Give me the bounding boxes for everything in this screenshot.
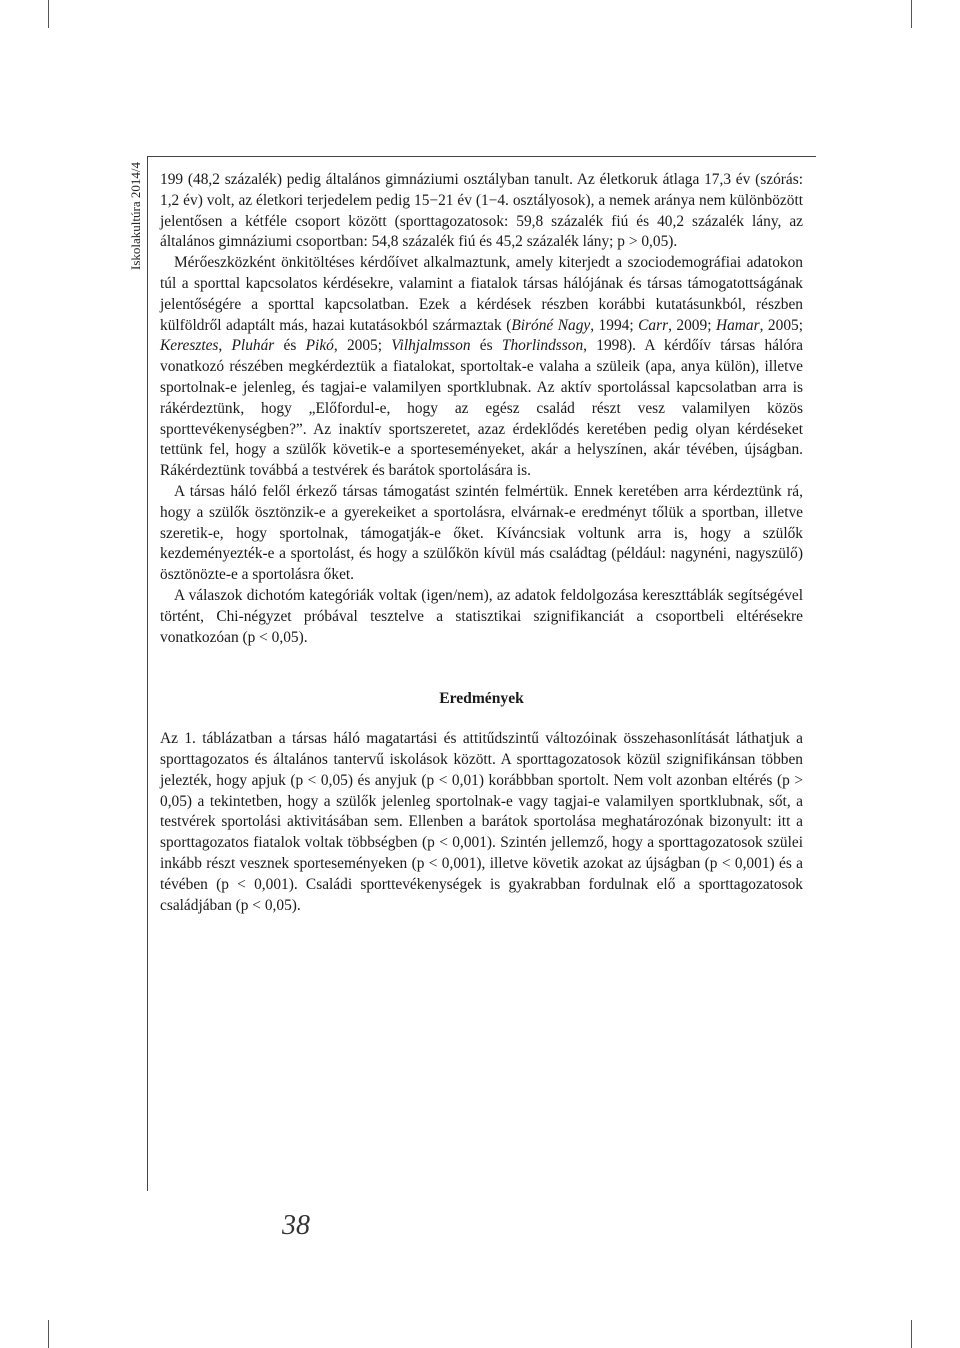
paragraph: A válaszok dichotóm kategóriák voltak (igen/nem), az adatok feldolgozása kereszttáblák segítségével történt, Chi-négyzet próbával tesztelve a statisztikai szignifikanciát a csoportbeli eltérésekre vonatkozóan (p < 0,05). (160, 586, 803, 646)
journal-running-head (126, 156, 146, 276)
crop-mark (48, 1320, 49, 1348)
crop-mark (911, 1320, 912, 1348)
paragraph: A társas háló felől érkező társas támogatást szintén felmértük. Ennek keretében arra kérdeztünk rá, hogy a szülők ösztönzik-e a gyerekeiket a sportolásra, elvárnak-e eredményt tőlük a sportban, illetve szeretik-e, hogy sportolnak, támogatják-e őket. Kíváncsiak voltunk arra is, hogy a szülők kezdeményezték-e a sportolást, és hogy a szülőkön kívül más családtag (például: nagynéni, nagyszülő) ösztönözte-e a sportolásra őket. (160, 482, 803, 584)
paragraph: 199 (48,2 százalék) pedig általános gimnáziumi osztályban tanult. Az életkoruk átlaga 17,3 év (szórás: 1,2 év) volt, az életkori terjedelem pedig 15−21 év (1−4. osztályosok), a nemek aránya nem különbözött jelentősen a kétféle csoport között (sporttagozatosok: 59,8 százalék fiú és 40,2 százalék lány, az általános gimnáziumi csoportban: 54,8 százalék fiú és 45,2 százalék lány; p > 0,05). (160, 171, 803, 251)
paragraph-results: Az 1. táblázatban a társas háló magatartási és attitűdszintű változóinak összehasonlítását láthatjuk a sporttagozatos és általános tantervű iskolások között. A sporttagozatosok közül szignifikánsan többen jelezték, hogy apjuk (p < 0,05) és anyjuk (p < 0,01) korábbban sportolt. Nem volt azonban eltérés (p > 0,05) a tekintetben, hogy a szülők jelenleg sportolnak-e vagy tagjai-e valamilyen sportklubnak, sőt, a testvérek sportolási aktivitásában sem. Ellenben a barátok sportolása meghatározónak bizonyult: itt a sporttagozatos fiatalok voltak többségben (p < 0,001). Szintén jellemző, hogy a sporttagozatosok szülei inkább részt vesznek sporteseményeken (p < 0,001), illetve követik azokat az újságban (p < 0,001) és a tévében (p < 0,001). Családi sporttevékenységek is gyakrabban fordulnak elő a sporttagozatosok családjában (p < 0,05). (160, 730, 803, 914)
crop-mark (48, 0, 49, 28)
crop-mark (911, 0, 912, 28)
journal-title: Iskolakultúra 2014/4 (128, 162, 143, 270)
section-heading: Eredmények (439, 690, 524, 708)
body-text (160, 170, 803, 916)
page-number: 38 (282, 1210, 310, 1241)
paragraph-methods: Mérőeszközként önkitöltéses kérdőívet alkalmaztunk, amely kiterjedt a szociodemográfiai adatokon túl a sporttal kapcsolatos kérdésekre, valamint a fiatalok társas hálójának és társas támogatottságának jelentőségére a sporttal kapcsolatban. Ezek a kérdések részben korábbi kutatásunkból, részben külföldről adaptált más, hazai kutatásokból származtak (Biróné Nagy, 1994; Carr, 2009; Hamar, 2005; Keresztes, Pluhár és Pikó, 2005; Vilhjalmsson és Thorlindsson, 1998). A kérdőív társas hálóra vonatkozó részében megkérdeztük a fiatalokat, sportoltak-e valaha a szüleik (apa, anya külön), illetve sportolnak-e jelenleg, és tagjai-e valamilyen sportklubnak. Az aktív sportolással kapcsolatban arra is rákérdeztünk, hogy „Előfordul-e, hogy az egész család részt vesz valamilyen közös sporttevékenységben?”. Az inaktív sportszeretet, azaz érdeklődés keretében pedig olyan kérdéseket tettünk fel, hogy a szülők követik-e a sporteseményeket, akár a helyszínen, akár tévében, újságban. Rákérdeztünk továbbá a testvérek és barátok sportolására is. (160, 254, 803, 480)
margin-rule (147, 156, 148, 1191)
top-rule (147, 156, 816, 157)
